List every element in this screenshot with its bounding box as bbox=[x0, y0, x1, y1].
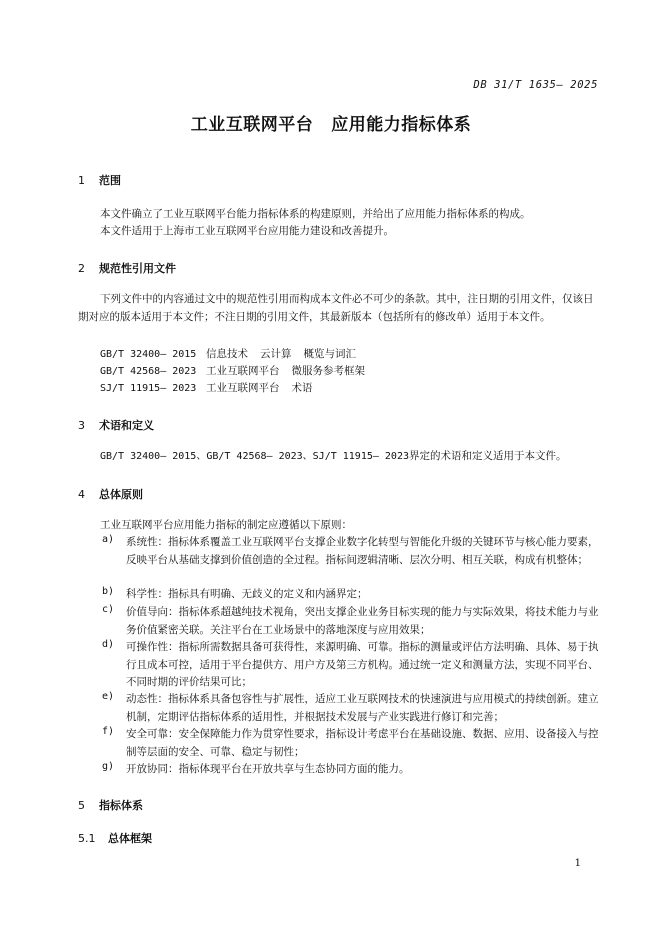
reference-title-part: 云计算 bbox=[260, 348, 292, 360]
title-part-2: 应用能力指标体系 bbox=[331, 115, 472, 135]
reference-title-part: 工业互联网平台 bbox=[206, 382, 280, 394]
section-2-intro: 下列文件中的内容通过文中的规范性引用而构成本文件必不可少的条款。其中，注日期的引用文件，仅该日期对应的版本适用于本文件；不注日期的引用文件，其最新版本（包括所有的修改单）适用于本文件。 bbox=[78, 293, 594, 323]
section-title: 规范性引用文件 bbox=[99, 262, 176, 275]
page-title bbox=[0, 110, 662, 135]
document-code: DB 31/T 1635— 2025 bbox=[473, 79, 598, 91]
item-label: e) bbox=[102, 691, 115, 702]
item-label: b) bbox=[102, 586, 115, 597]
item-label: c) bbox=[102, 604, 115, 615]
section-number: 5 bbox=[78, 799, 85, 812]
section-number: 3 bbox=[78, 419, 85, 432]
standard-codes: GB/T 32400— 2015、GB/T 42568— 2023、SJ/T 11915— 2023 bbox=[100, 451, 409, 462]
section-title: 总体框架 bbox=[108, 832, 152, 845]
section-1-paragraph-1: 本文件确立了工业互联网平台能力指标体系的构建原则，并给出了应用能力指标体系的构成。 bbox=[100, 208, 531, 220]
item-text: 开放协同：指标体现平台在开放共享与生态协同方面的能力。 bbox=[126, 763, 410, 775]
section-1-paragraph-2: 本文件适用于上海市工业互联网平台应用能力建设和改善提升。 bbox=[100, 225, 394, 237]
section-number: 5.1 bbox=[78, 832, 96, 845]
item-text: 科学性：指标具有明确、无歧义的定义和内涵界定； bbox=[126, 588, 368, 600]
item-text: 价值导向：指标体系超越纯技术视角，突出支撑企业业务目标实现的能力与实际效果，将技术能力与业务价值紧密关联。关注平台在工业场景中的落地深度与应用效果； bbox=[126, 606, 599, 636]
section-4-intro: 工业互联网平台应用能力指标的制定应遵循以下原则： bbox=[100, 519, 352, 531]
page-number: 1 bbox=[574, 858, 581, 869]
section-title: 总体原则 bbox=[99, 488, 143, 501]
item-text: 系统性：指标体系覆盖工业互联网平台支撑企业数字化转型与智能化升级的关键环节与核心能力要素，反映平台从基础支撑到价值创造的全过程。指标间逻辑清晰、层次分明、相互关联，构成有机整体； bbox=[126, 536, 599, 566]
section-title: 范围 bbox=[99, 174, 121, 187]
section-3-tail: 界定的术语和定义适用于本文件。 bbox=[408, 450, 567, 462]
reference-title-part: 工业互联网平台 bbox=[206, 365, 280, 377]
section-4-heading bbox=[78, 486, 143, 502]
reference-item bbox=[100, 363, 365, 378]
section-number: 4 bbox=[78, 488, 85, 501]
reference-code: GB/T 32400— 2015 bbox=[100, 349, 197, 360]
reference-item bbox=[100, 380, 313, 395]
section-2-heading bbox=[78, 260, 176, 276]
section-5-1-heading bbox=[78, 830, 152, 846]
item-label: g) bbox=[102, 761, 115, 772]
section-title: 术语和定义 bbox=[99, 419, 154, 432]
reference-code: GB/T 42568— 2023 bbox=[100, 366, 197, 377]
reference-code: SJ/T 11915— 2023 bbox=[100, 383, 197, 394]
section-3-paragraph bbox=[100, 448, 566, 466]
item-text: 动态性：指标体系具备包容性与扩展性，适应工业互联网技术的快速演进与应用模式的持续创新。建立机制，定期评估指标体系的适用性，并根据技术发展与产业实践进行修订和完善； bbox=[126, 693, 599, 723]
reference-title-part: 术语 bbox=[291, 382, 313, 394]
section-number: 1 bbox=[78, 174, 85, 187]
reference-title-part: 微服务参考框架 bbox=[291, 365, 365, 377]
item-label: a) bbox=[102, 534, 115, 545]
reference-title-part: 概览与词汇 bbox=[303, 348, 356, 360]
section-title: 指标体系 bbox=[99, 799, 143, 812]
section-1-heading bbox=[78, 172, 121, 188]
reference-title-part: 信息技术 bbox=[206, 348, 248, 360]
section-number: 2 bbox=[78, 262, 85, 275]
title-part-1: 工业互联网平台 bbox=[190, 115, 314, 135]
item-text: 可操作性：指标所需数据具备可获得性，来源明确、可靠。指标的测量或评估方法明确、具体、易于执行且成本可控，适用于平台提供方、用户方及第三方机构。通过统一定义和测量方法，实现不同平台、不同时期的评价结果可比； bbox=[126, 641, 599, 688]
item-label: d) bbox=[102, 639, 115, 650]
section-5-heading bbox=[78, 797, 143, 813]
item-label: f) bbox=[102, 726, 115, 737]
item-text: 安全可靠：安全保障能力作为贯穿性要求，指标设计考虑平台在基础设施、数据、应用、设备接入与控制等层面的安全、可靠、稳定与韧性； bbox=[126, 728, 599, 758]
section-3-heading bbox=[78, 417, 154, 433]
reference-item bbox=[100, 346, 356, 361]
